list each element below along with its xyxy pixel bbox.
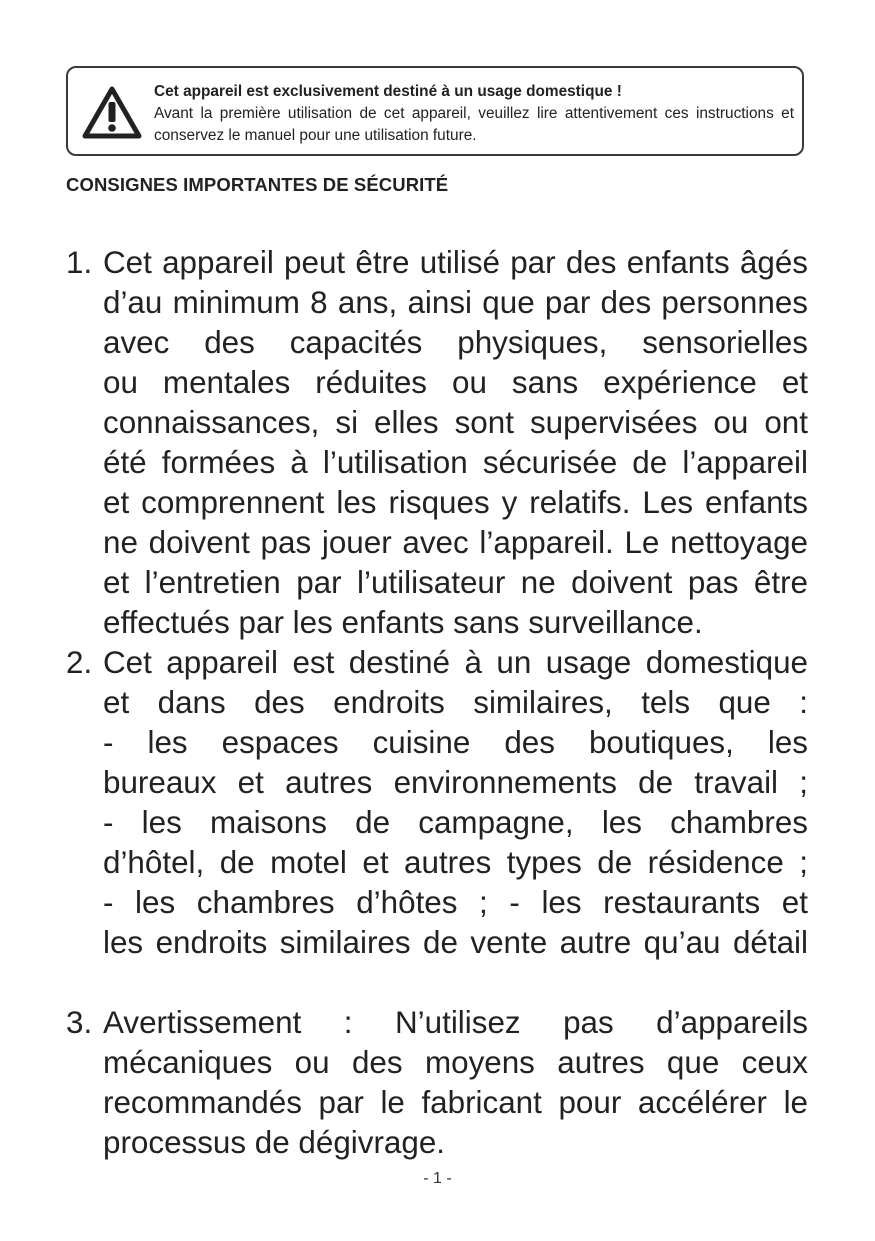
- item-line: Cet appareil peut être utilisé par des enfants âgés: [103, 245, 808, 280]
- item-line: et comprennent les risques y relatifs. Les enfants: [103, 485, 808, 520]
- item-line: Avertissement : N’utilisez pas d’appareils: [103, 1005, 808, 1040]
- item-line: - les chambres d’hôtes ; - les restaurants et: [103, 885, 808, 920]
- item-line: - les maisons de campagne, les chambres: [103, 805, 808, 840]
- item-line: d’hôtel, de motel et autres types de résidence ;: [103, 845, 808, 880]
- item-line: été formées à l’utilisation sécurisée de l’appareil: [103, 445, 808, 480]
- item-line: et dans des endroits similaires, tels que :: [103, 685, 808, 720]
- page-number: - 1 -: [423, 1170, 452, 1187]
- item-line: Cet appareil est destiné à un usage domestique: [103, 645, 808, 680]
- list-item: [66, 1003, 808, 1163]
- safety-item-3: [66, 1003, 808, 1163]
- safety-item-1: [66, 243, 808, 643]
- item-line: processus de dégivrage.: [103, 1125, 446, 1160]
- item-number: 3.: [66, 1005, 93, 1040]
- item-line: mécaniques ou des moyens autres que ceux: [103, 1045, 808, 1080]
- section-heading: CONSIGNES IMPORTANTES DE SÉCURITÉ: [66, 174, 449, 195]
- item-number: 2.: [66, 645, 93, 680]
- item-number: 1.: [66, 245, 93, 280]
- item-line: d’au minimum 8 ans, ainsi que par des personnes: [103, 285, 808, 320]
- item-line: ne doivent pas jouer avec l’appareil. Le nettoyage: [103, 525, 808, 560]
- warning-box: [66, 66, 804, 156]
- item-line: connaissances, si elles sont supervisées ou ont: [103, 405, 808, 440]
- item-line: et l’entretien par l’utilisateur ne doivent pas être: [103, 565, 808, 600]
- warning-triangle-icon: [81, 85, 143, 141]
- item-line: recommandés par le fabricant pour accélérer le: [103, 1085, 808, 1120]
- warning-body: Avant la première utilisation de cet appareil, veuillez lire attentivement ces instructions et conservez le manuel pour une utilisation future.: [154, 105, 794, 144]
- list-item: [66, 643, 808, 963]
- item-line: avec des capacités physiques, sensorielles: [103, 325, 808, 360]
- item-line: les endroits similaires de vente autre qu’au détail: [103, 925, 808, 960]
- item-line: - les espaces cuisine des boutiques, les: [103, 725, 808, 760]
- warning-title: Cet appareil est exclusivement destiné à un usage domestique !: [154, 83, 622, 100]
- safety-item-2: [66, 643, 808, 963]
- list-item: [66, 243, 808, 643]
- item-line: effectués par les enfants sans surveillance.: [103, 605, 703, 640]
- item-line: ou mentales réduites ou sans expérience et: [103, 365, 808, 400]
- warning-text: [154, 81, 794, 147]
- item-line: bureaux et autres environnements de travail ;: [103, 765, 808, 800]
